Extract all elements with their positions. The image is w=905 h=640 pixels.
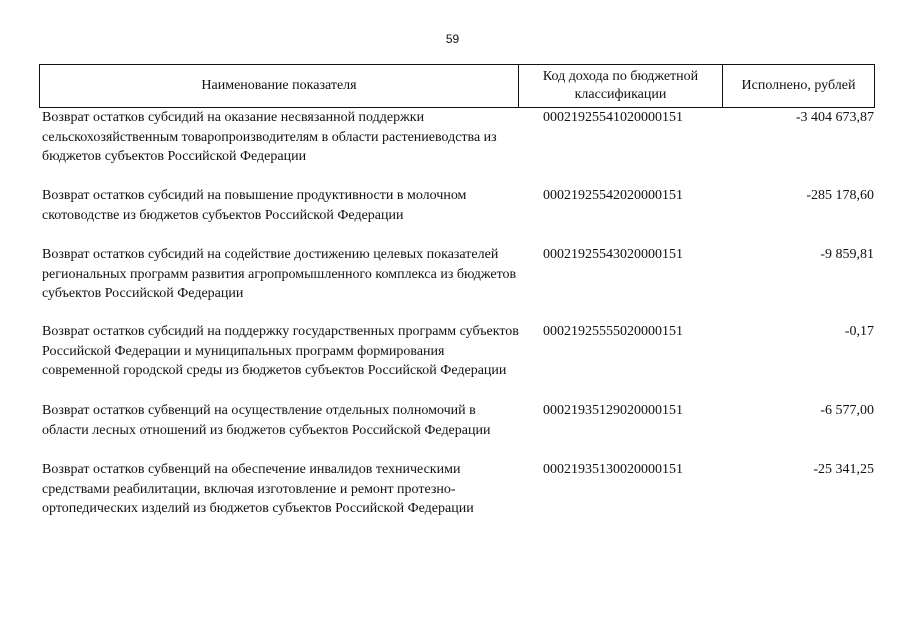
row-name: Возврат остатков субвенций на осуществление отдельных полномочий в области лесных отношений из бюджетов субъектов Российской Федерации (42, 403, 491, 438)
table-header (39, 64, 875, 108)
row-code: 00021935130020000151 (543, 462, 683, 477)
row-name: Возврат остатков субсидий на поддержку государственных программ субъектов Российской Федерации и муниципальных программ формирования современной городской среды из бюджетов субъектов Российской Федерации (42, 324, 519, 378)
row-code: 00021925555020000151 (543, 324, 683, 339)
row-code: 00021935129020000151 (543, 403, 683, 418)
row-code: 00021925542020000151 (543, 188, 683, 203)
header-name: Наименование показателя (40, 65, 519, 107)
row-value: -285 178,60 (806, 188, 874, 203)
row-value: -0,17 (844, 324, 874, 339)
header-value: Исполнено, рублей (741, 78, 856, 93)
header-code: Код дохода по бюджетной классификации (519, 65, 723, 107)
row-name: Возврат остатков субсидий на повышение продуктивности в молочном скотоводстве из бюджетов субъектов Российской Федерации (42, 188, 467, 223)
row-value: -3 404 673,87 (795, 110, 874, 125)
row-name: Возврат остатков субвенций на обеспечение инвалидов техническими средствами реабилитации, включая изготовление и ремонт протезно-ортопедических изделий из бюджетов субъектов Российской Федерации (42, 462, 474, 516)
row-name: Возврат остатков субсидий на оказание несвязанной поддержки сельскохозяйственным товаропроизводителям в области растениеводства из бюджетов субъектов Российской Федерации (42, 110, 497, 164)
row-code: 00021925543020000151 (543, 247, 683, 262)
row-value: -6 577,00 (820, 403, 874, 418)
row-value: -25 341,25 (813, 462, 874, 477)
row-value: -9 859,81 (820, 247, 874, 262)
page-number: 59 (445, 32, 460, 46)
row-code: 00021925541020000151 (543, 110, 683, 125)
row-name: Возврат остатков субсидий на содействие достижению целевых показателей региональных программ развития агропромышленного комплекса из бюджетов субъектов Российской Федерации (42, 247, 517, 301)
